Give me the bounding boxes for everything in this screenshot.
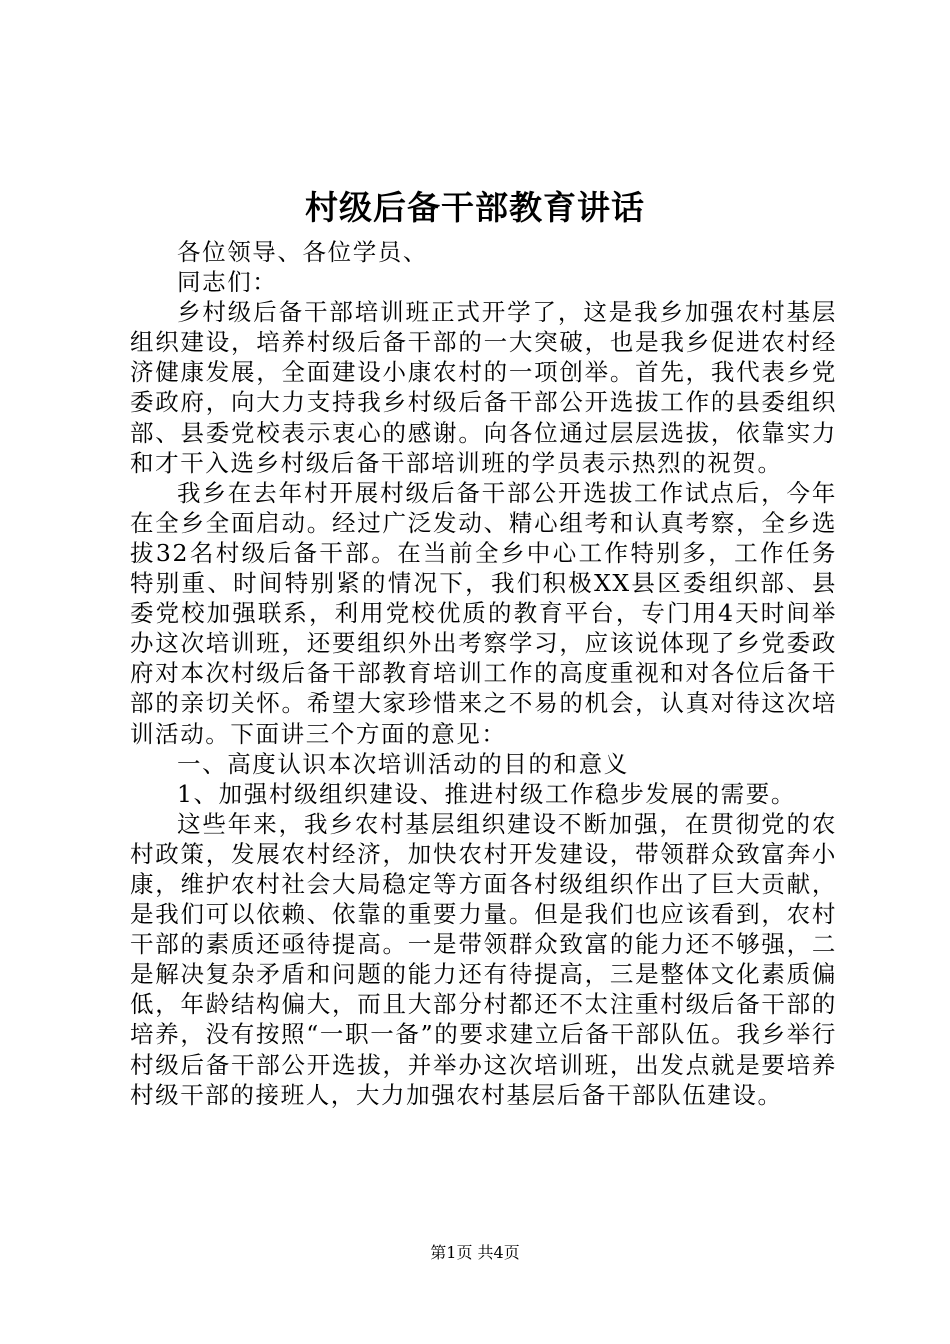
section-heading: 一、高度认识本次培训活动的目的和意义 [177, 749, 629, 778]
document-body [130, 237, 837, 1110]
body-paragraph: 这些年来，我乡农村基层组织建设不断加强，在贯彻党的农村政策，发展农村经济，加快农村开发建设，带领群众致富奔小康，维护农村社会大局稳定等方面各村级组织作出了巨大贡献，是我们可以依赖、依靠的重要力量。但是我们也应该看到，农村干部的素质还亟待提高。一是带领群众致富的能力还不够强，二是解决复杂矛盾和问题的能力还有待提高，三是整体文化素质偏低，年龄结构偏大，而且大部分村都还不太注重村级后备干部的培养，没有按照“一职一备”的要求建立后备干部队伍。我乡举行村级后备干部公开选拔，并举办这次培训班，出发点就是要培养村级干部的接班人，大力加强农村基层后备干部队伍建设。 [130, 809, 837, 1109]
body-paragraph: 乡村级后备干部培训班正式开学了，这是我乡加强农村基层组织建设，培养村级后备干部的一大突破，也是我乡促进农村经济健康发展，全面建设小康农村的一项创举。首先，我代表乡党委政府，向大力支持我乡村级后备干部公开选拔工作的县委组织部、县委党校表示衷心的感谢。向各位通过层层选拔，依靠实力和才干入选乡村级后备干部培训班的学员表示热烈的祝贺。 [130, 298, 837, 477]
salutation-line: 各位领导、各位学员、 [177, 238, 428, 266]
subsection-heading: 1、加强村级组织建设、推进村级工作稳步发展的需要。 [177, 779, 796, 808]
body-paragraph: 我乡在去年村开展村级后备干部公开选拔工作试点后，今年在全乡全面启动。经过广泛发动、精心组考和认真考察，全乡选拔32名村级后备干部。在当前全乡中心工作特别多，工作任务特别重、时间特别紧的情况下，我们积极XX县区委组织部、县委党校加强联系，利用党校优质的教育平台，专门用4天时间举办这次培训班，还要组织外出考察学习，应该说体现了乡党委政府对本次村级后备干部教育培训工作的高度重视和对各位后备干部的亲切关怀。希望大家珍惜来之不易的机会，认真对待这次培训活动。下面讲三个方面的意见： [130, 478, 837, 748]
page-footer: 第1页 共4页 [430, 1243, 520, 1262]
document-title: 村级后备干部教育讲话 [305, 188, 645, 227]
salutation-line: 同志们： [177, 268, 278, 297]
